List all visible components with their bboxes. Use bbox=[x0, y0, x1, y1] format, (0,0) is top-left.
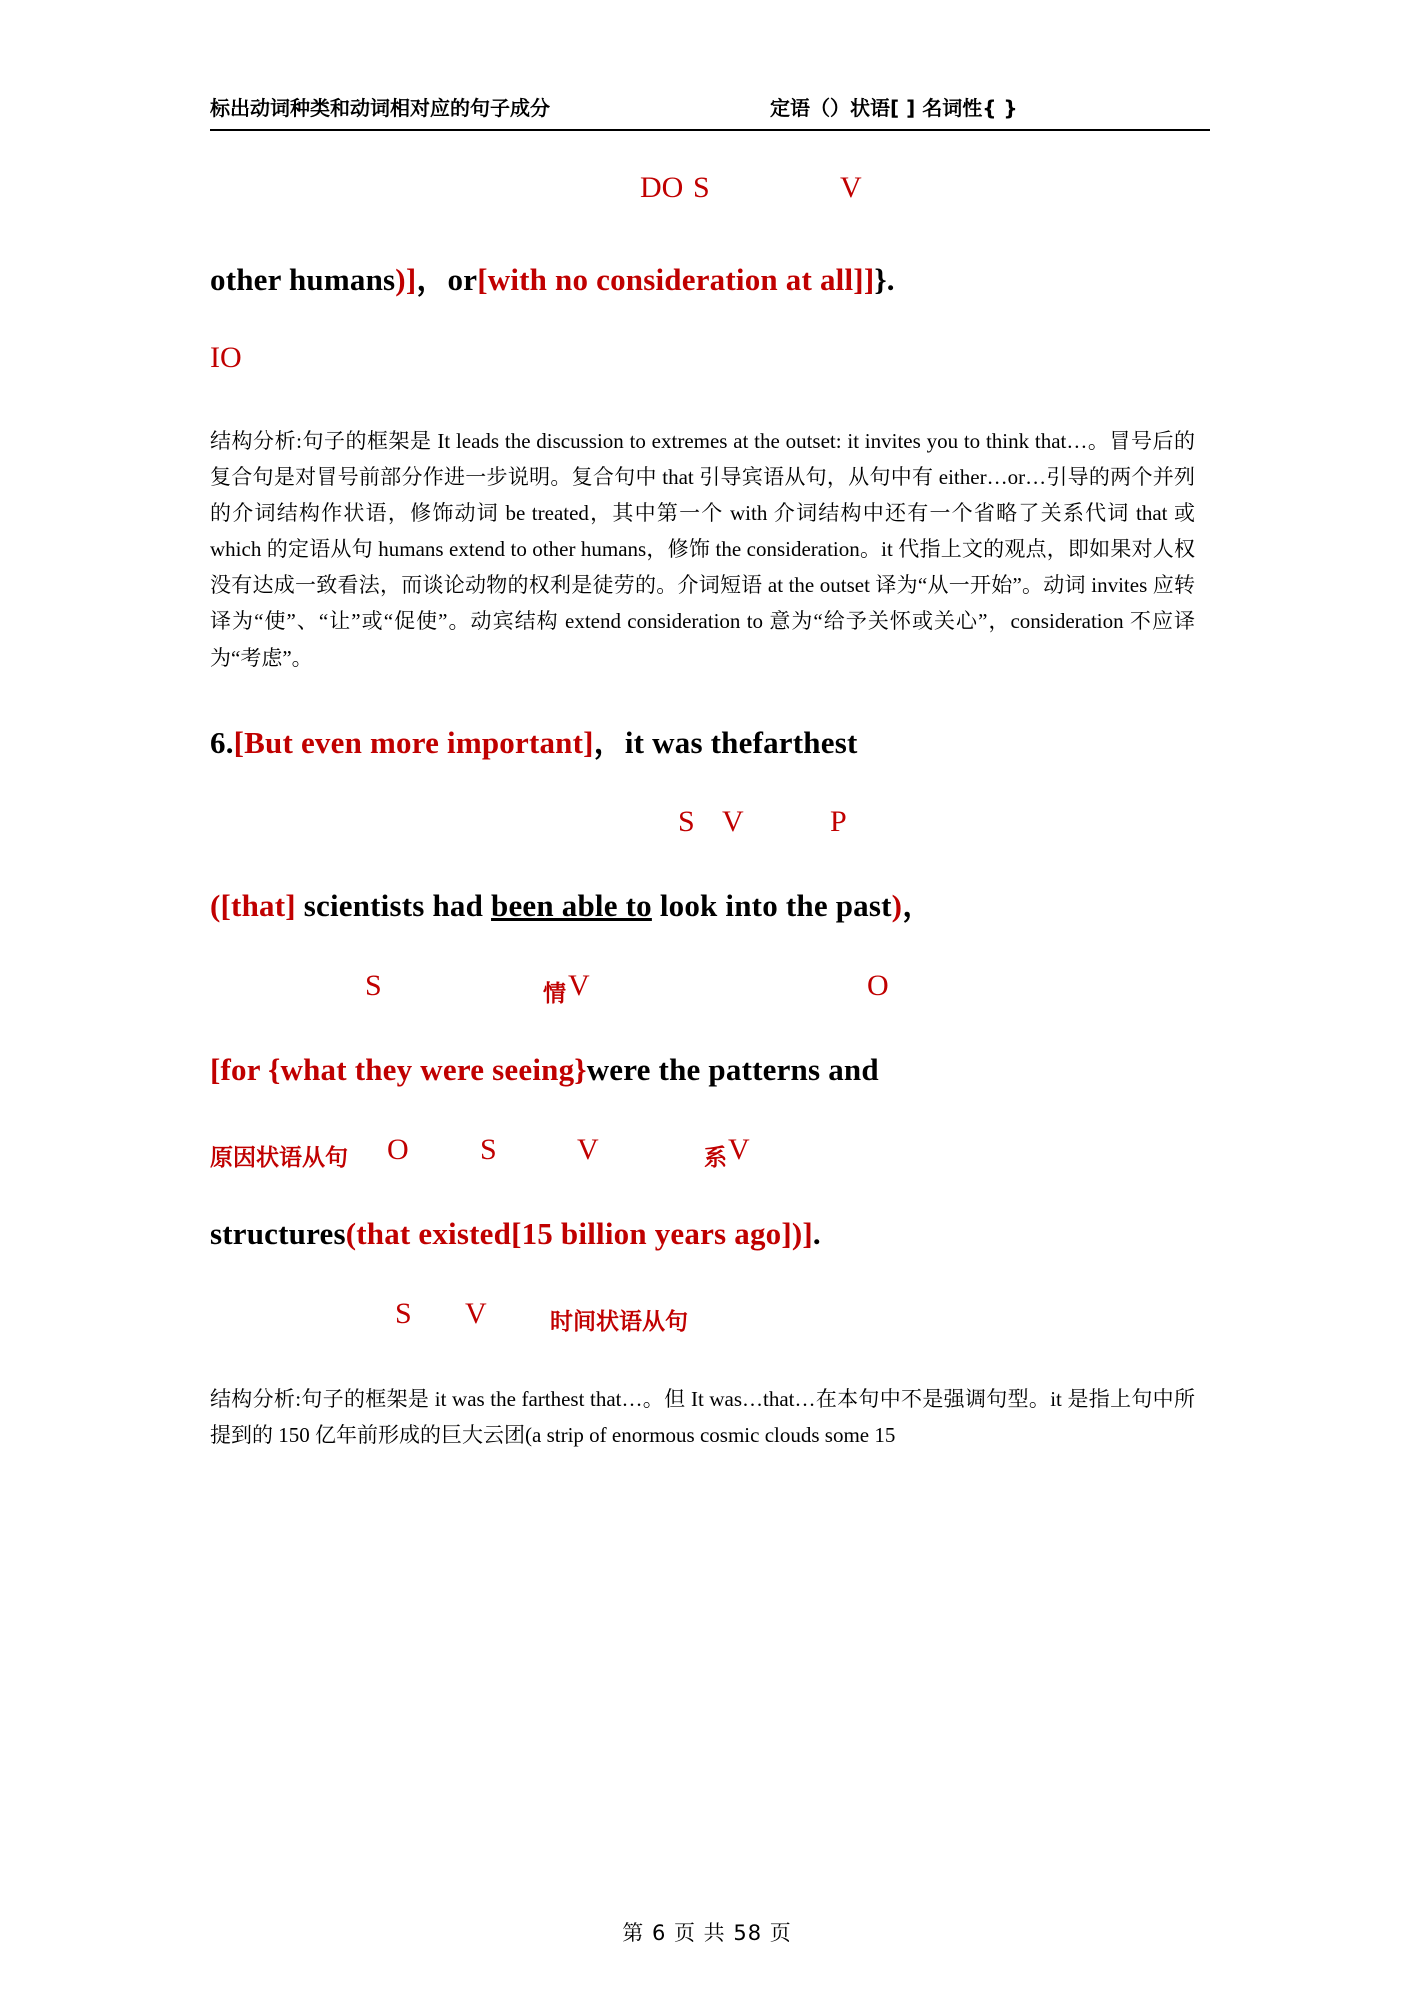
analysis-paragraph-1: 结构分析:句子的框架是 It leads the discussion to extremes at the outset: it invites you to think that…。冒号后的复合句是对冒号前部分作进一步说明。复合句中 that 引导宾语从句，从句中有 either…or…引导的两个并列的介词结构作状语，修饰动词 be treated，其中第一个 with 介词结构中还有一个省略了关系代词 that 或 which 的定语从句 humans extend to other humans，修饰 the consideration。it 代指上文的观点，即如果对人权没有达成一致看法，而谈论动物的权利是徒劳的。介词短语 at the outset 译为“从一开始”。动词 invites 应转译为“使”、“让”或“促使”。动宾结构 extend consideration to 意为“给予关怀或关心”，consideration 不应译为“考虑”。 bbox=[210, 428, 1195, 670]
annotation-label: S bbox=[678, 805, 695, 839]
annotation-label: O bbox=[387, 1133, 409, 1167]
sentence-line-1 bbox=[210, 259, 1210, 301]
sentence-line-5 bbox=[210, 1213, 1210, 1255]
sentence-segment: other humans bbox=[210, 262, 396, 297]
sentence-segment: ， bbox=[902, 888, 934, 924]
sentence-segment: [for {what they were seeing} bbox=[210, 1052, 587, 1088]
sentence-segment: ，or bbox=[416, 262, 478, 297]
annotation-label: S bbox=[693, 171, 710, 204]
page-footer: 第 6 页 共 58 页 bbox=[622, 1921, 792, 1945]
sentence-line-2 bbox=[210, 722, 1210, 764]
sentence-segment: ，it was thefarthest bbox=[593, 724, 858, 760]
annotation-label: 时间状语从句 bbox=[550, 1308, 688, 1335]
sentence-segment-underlined: been able to bbox=[491, 888, 652, 924]
annotation-label: P bbox=[830, 805, 847, 839]
header-left-title: 标出动词种类和动词相对应的句子成分 bbox=[210, 96, 550, 120]
sentence-line-3 bbox=[210, 885, 1210, 927]
annotation-label: V bbox=[465, 1296, 487, 1330]
annotation-label: IO bbox=[210, 340, 242, 374]
sentence-segment: 6. bbox=[210, 724, 234, 760]
annotation-label: V bbox=[568, 969, 590, 1003]
annotation-row-2 bbox=[210, 341, 1210, 397]
annotation-label: 系 bbox=[704, 1145, 727, 1172]
annotation-label: DO bbox=[640, 171, 684, 204]
annotation-label: S bbox=[480, 1133, 497, 1167]
page-content bbox=[210, 0, 1210, 1453]
sentence-segment: [15 billion years ago] bbox=[511, 1216, 792, 1252]
annotation-label: O bbox=[867, 969, 889, 1003]
header-divider bbox=[210, 129, 1210, 131]
sentence-line-4 bbox=[210, 1049, 1210, 1091]
annotation-row-4 bbox=[210, 969, 1210, 1025]
sentence-segment: [that] bbox=[220, 888, 296, 924]
sentence-segment: (that existed bbox=[345, 1216, 512, 1252]
sentence-segment: [with no consideration at all]] bbox=[477, 262, 875, 297]
sentence-segment: ( bbox=[210, 888, 221, 924]
annotation-row-3 bbox=[210, 805, 1210, 861]
sentence-segment: were the patterns and bbox=[586, 1052, 879, 1088]
annotation-label: V bbox=[577, 1133, 599, 1167]
analysis-paragraph-2: 结构分析:句子的框架是 it was the farthest that…。但 It was…that…在本句中不是强调句型。it 是指上句中所提到的 150 亿年前形成的巨大云团(a strip of enormous cosmic clouds some 15 bbox=[210, 1386, 1195, 1448]
annotation-label: S bbox=[365, 969, 382, 1003]
header-right-legend: 定语（）状语[ ] 名词性{ } bbox=[770, 96, 1018, 120]
sentence-segment: )] bbox=[395, 262, 417, 297]
annotation-row-5 bbox=[210, 1133, 1210, 1189]
sentence-segment: look into the past bbox=[651, 888, 892, 924]
annotation-label: 原因状语从句 bbox=[210, 1145, 348, 1172]
sentence-segment: }. bbox=[874, 262, 895, 297]
annotation-row-6 bbox=[210, 1297, 1210, 1353]
sentence-segment: . bbox=[812, 1216, 821, 1252]
sentence-segment: ) bbox=[891, 888, 903, 924]
sentence-segment: [But even more important] bbox=[233, 724, 594, 760]
sentence-segment: )] bbox=[791, 1216, 813, 1252]
annotation-label: V bbox=[722, 805, 744, 839]
annotation-row-1 bbox=[210, 171, 1210, 241]
annotation-label: 情 bbox=[543, 981, 566, 1008]
sentence-segment: scientists had bbox=[295, 888, 492, 924]
annotation-label: V bbox=[728, 1133, 750, 1167]
sentence-segment: structures bbox=[210, 1216, 346, 1252]
page-header bbox=[210, 0, 1210, 121]
annotation-label: V bbox=[840, 171, 862, 204]
annotation-label: S bbox=[395, 1296, 412, 1330]
